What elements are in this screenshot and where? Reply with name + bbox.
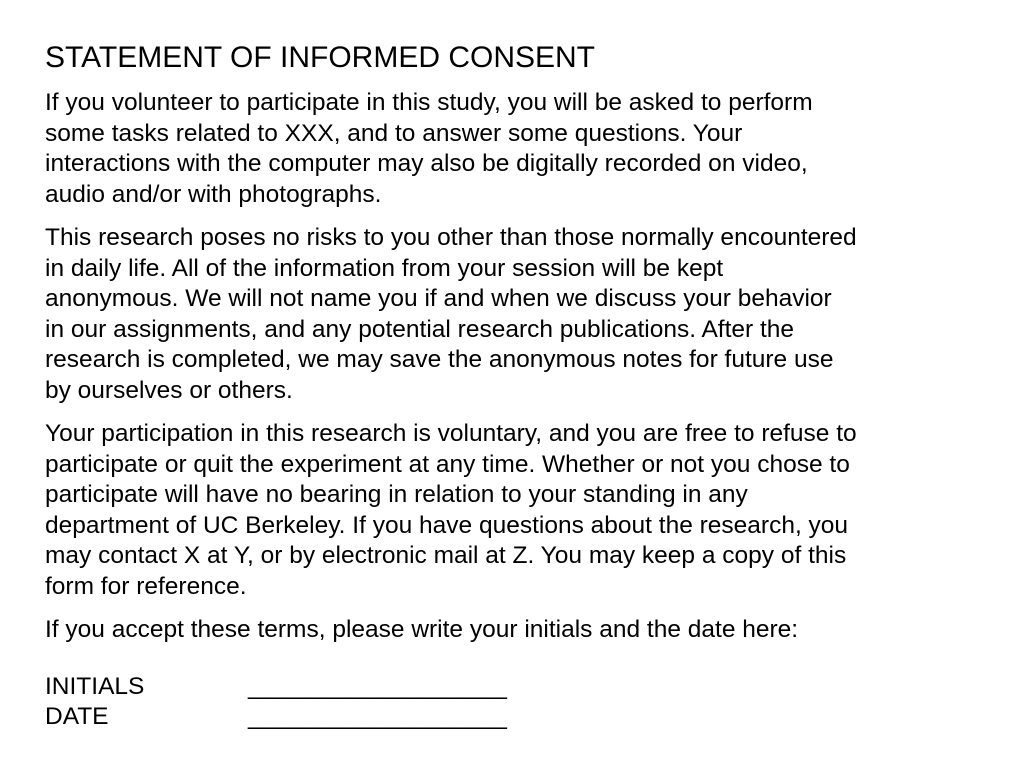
acceptance-prompt: If you accept these terms, please write your initials and the date here: — [45, 616, 799, 643]
initials-label: INITIALS — [45, 672, 145, 700]
date-row — [45, 702, 1005, 733]
date-label: DATE — [45, 703, 109, 730]
signature-block — [45, 672, 1005, 733]
page-title: STATEMENT OF INFORMED CONSENT — [45, 41, 596, 74]
date-blank-line: ___________________ — [248, 703, 507, 730]
consent-form — [45, 40, 1005, 733]
paragraph-voluntary-participation: Your participation in this research is voluntary, and you are free to refuse to participate or quit the experiment at any time. Whether or not you chose to participate will have no bearing in relation to your standing in any department of UC Berkeley. If you have questions about the research, you may contact X at Y, or by electronic mail at Z. You may keep a copy of this form for reference. — [45, 420, 857, 600]
initials-blank-line: ___________________ — [248, 672, 507, 700]
paragraph-study-description: If you volunteer to participate in this study, you will be asked to perform some tasks related to XXX, and to answer some questions. Your interactions with the computer may also be digitally recorded on video, audio and/or with photographs. — [45, 89, 813, 208]
paragraph-risks-privacy: This research poses no risks to you other than those normally encountered in daily life. All of the information from your session will be kept anonymous. We will not name you if and when we discuss your behavior in our assignments, and any potential research publications. After the research is completed, we may save the anonymous notes for future use by ourselves or others. — [45, 224, 857, 404]
initials-row — [45, 672, 1005, 703]
